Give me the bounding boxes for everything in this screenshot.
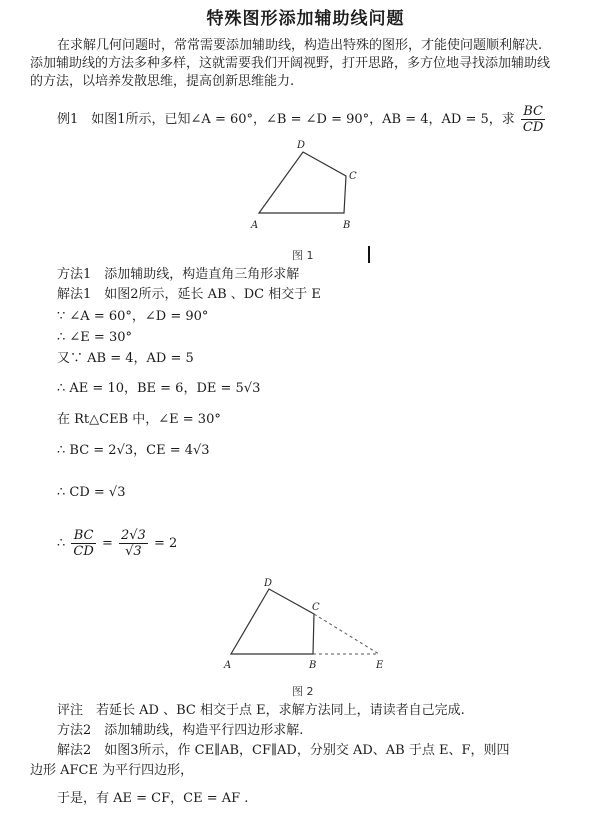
label-c: C	[349, 171, 357, 182]
figure-2-caption: 图 2	[292, 685, 314, 698]
label-a-fig2: A	[224, 660, 232, 671]
figure-1-caption: 图 1	[292, 249, 314, 262]
solution2-line-2: 边形 AFCE 为平行四边形，	[30, 763, 194, 778]
method1-heading: 方法1 添加辅助线，构造直角三角形求解	[57, 267, 300, 282]
text-cursor	[368, 246, 370, 263]
step-2: ∴ ∠E = 30°	[57, 330, 132, 345]
step-6: ∴ BC = 2√3，CE = 4√3	[57, 443, 210, 458]
example1-text	[57, 104, 547, 135]
conclusion: 于是，有 AE = CF，CE = AF .	[57, 791, 249, 806]
label-c-fig2: C	[312, 602, 320, 613]
step-4: ∴ AE = 10，BE = 6，DE = 5√3	[57, 381, 261, 396]
intro-line-3: 的方法，以培养发散思维，提高创新思维能力.	[30, 74, 295, 89]
solution2-line-1: 解法2 如图3所示，作 CE∥AB，CF∥AD，分别交 AD、AB 于点 E、F，则四	[57, 743, 510, 758]
quadrilateral-abcd-fig2	[231, 589, 314, 654]
page-title: 特殊图形添加辅助线问题	[206, 9, 405, 29]
label-e-fig2: E	[376, 660, 384, 671]
fraction-denominator: CD	[522, 120, 544, 135]
intro-line-2: 添加辅助线的方法多种多样，这就需要我们开阔视野，打开思路，多方位地寻找添加辅助线	[30, 56, 551, 71]
solution1-heading: 解法1 如图2所示，延长 AB 、DC 相交于 E	[57, 287, 321, 302]
result-numerator-left: BC	[71, 528, 95, 544]
extension-ce	[314, 614, 379, 654]
label-a: A	[251, 220, 259, 231]
result-numerator-right: 2√3	[120, 528, 146, 543]
label-b: B	[343, 220, 351, 231]
result-denominator-left: CD	[73, 544, 94, 559]
result-fraction-right	[119, 528, 148, 559]
result-value: = 2	[153, 536, 178, 551]
therefore-sign: ∴	[57, 536, 66, 551]
step-5: 在 Rt△CEB 中，∠E = 30°	[57, 412, 221, 427]
label-b-fig2: B	[309, 660, 317, 671]
result-denominator-right: √3	[125, 544, 142, 559]
intro-line-1: 在求解几何问题时，常常需要添加辅助线，构造出特殊的图形，才能使问题顺利解决.	[57, 38, 543, 53]
final-result	[57, 528, 177, 559]
figure-2	[222, 578, 392, 674]
fraction-numerator: BC	[521, 104, 545, 120]
step-1: ∵ ∠A = 60°，∠D = 90°	[57, 309, 209, 324]
comment: 评注 若延长 AD 、BC 相交于点 E，求解方法同上，请读者自己完成.	[57, 703, 465, 718]
label-d: D	[297, 140, 306, 151]
method2-heading: 方法2 添加辅助线，构造平行四边形求解.	[57, 723, 304, 738]
figure-1	[245, 136, 375, 236]
label-d-fig2: D	[264, 578, 273, 589]
equals-sign: =	[101, 536, 113, 551]
example1-statement: 例1 如图1所示，已知∠A = 60°，∠B = ∠D = 90°，AB = 4，AD = 5，求	[57, 112, 515, 127]
step-7: ∴ CD = √3	[57, 485, 126, 500]
step-3: 又∵ AB = 4，AD = 5	[57, 351, 194, 366]
example1-fraction	[521, 104, 545, 135]
result-fraction-left	[71, 528, 95, 559]
quadrilateral-abcd	[259, 152, 346, 213]
